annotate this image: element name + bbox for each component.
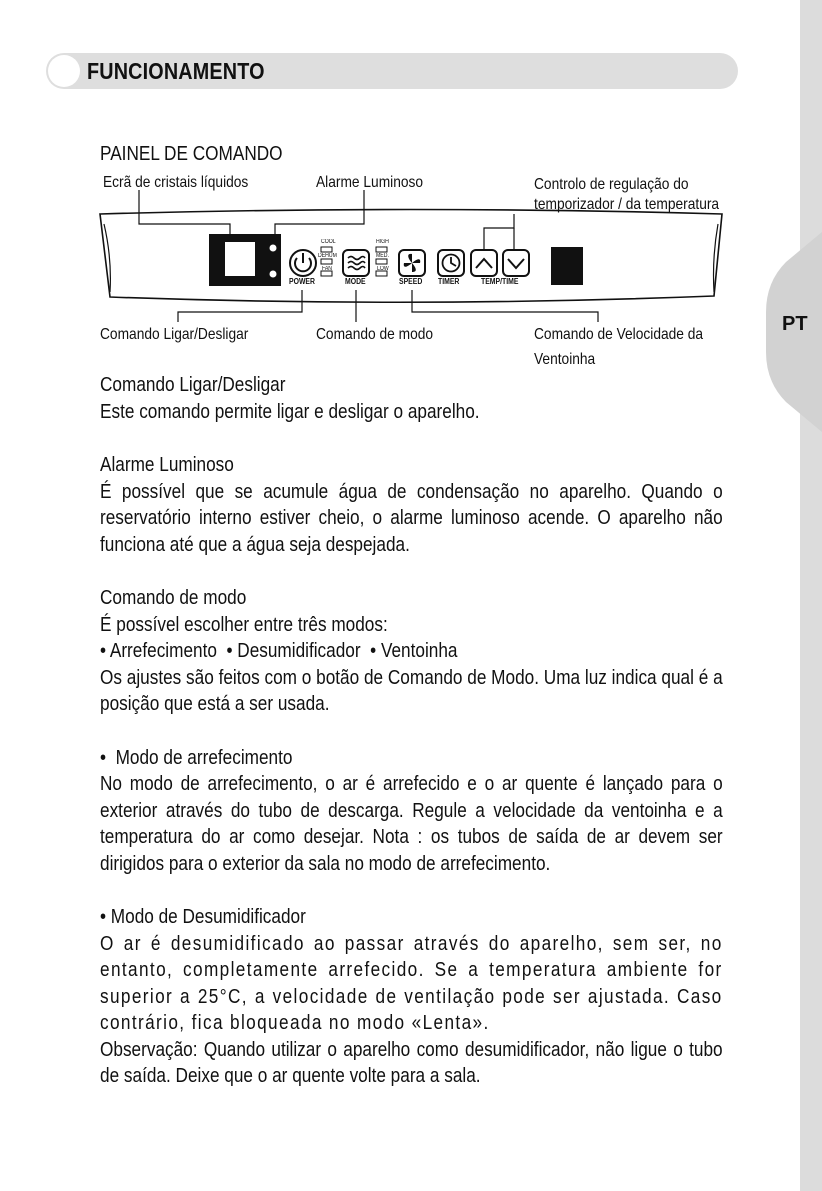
mode-button-label: MODE xyxy=(345,277,366,286)
section-body-power: Este comando permite ligar e desligar o aparelho. xyxy=(100,400,480,423)
receiver-window xyxy=(551,247,583,285)
callout-mode: Comando de modo xyxy=(316,326,434,343)
up-arrow-icon xyxy=(471,250,497,276)
indicator-low: LOW xyxy=(377,266,389,272)
section-heading-alarm: Alarme Luminoso xyxy=(100,454,234,476)
indicator-high: HIGH xyxy=(376,239,389,245)
callout-speed-2: Ventoinha xyxy=(534,351,596,368)
body-text xyxy=(100,372,723,1090)
callout-timer-temp-1: Controlo de regulação do xyxy=(534,176,689,193)
panel-title: PAINEL DE COMANDO xyxy=(100,143,283,165)
section-body-cooling: No modo de arrefecimento, o ar é arrefecido e o ar quente é lançado para o exterior através do tubo de descarga. Regule a velocidade da ventoinha e a temperatura do ar como desejar. Nota : os tubos de saída de ar devem ser dirigidos para o exterior da sala no modo de arrefecimento. xyxy=(100,773,723,875)
indicator-dehum: DEHUM xyxy=(318,253,337,259)
temp-time-button-label: TEMP/TIME xyxy=(481,277,519,286)
section-title: FUNCIONAMENTO xyxy=(87,58,265,84)
section-body-dehum: O ar é desumidificado ao passar através do aparelho, sem ser, no entanto, completamente arrefecido. Se a temperatura ambiente for superior a 25°C, a velocidade de ventilação pode ser ajustada. Caso contrário, fica bloqueada no modo «Lenta». xyxy=(100,932,723,1034)
callout-display: Ecrã de cristais líquidos xyxy=(103,174,249,191)
section-body-alarm: É possível que se acumule água de condensação no aparelho. Quando o reservatório interno estiver cheio, o alarme luminoso acende. O aparelho não funciona até que a água seja despejada. xyxy=(100,480,723,556)
section-heading-cooling: • Modo de arrefecimento xyxy=(100,746,293,769)
speed-button-label: SPEED xyxy=(399,277,423,286)
callout-timer-temp-2: temporizador / da temperatura xyxy=(534,196,720,213)
indicator-fan: FAN xyxy=(322,266,333,272)
timer-button-label: TIMER xyxy=(438,277,460,286)
indicator-cool: COOL xyxy=(321,239,336,245)
callout-alarm: Alarme Luminoso xyxy=(316,174,424,191)
section-mode-line1: É possível escolher entre três modos: xyxy=(100,613,388,636)
section-mode-line2: • Arrefecimento • Desumidificador • Ventoinha xyxy=(100,640,458,662)
mode-icon xyxy=(343,250,369,276)
callout-speed-1: Comando de Velocidade da xyxy=(534,326,704,343)
section-heading-dehum: • Modo de Desumidificador xyxy=(100,906,306,928)
section-heading-power: Comando Ligar/Desligar xyxy=(100,374,286,396)
section-body-mode: Os ajustes são feitos com o botão de Comando de Modo. Uma luz indica qual é a posição que está a ser usada. xyxy=(100,666,723,715)
power-button-label: POWER xyxy=(289,277,316,286)
section-note-dehum: Observação: Quando utilizar o aparelho como desumidificador, não ligue o tubo de saída. Deixe que o ar quente volte para a sala. xyxy=(100,1038,723,1087)
language-tab-label: PT xyxy=(782,313,808,335)
section-heading-mode: Comando de modo xyxy=(100,587,247,609)
indicator-med: MED. xyxy=(376,253,389,259)
callout-power: Comando Ligar/Desligar xyxy=(100,326,249,343)
down-arrow-icon xyxy=(503,250,529,276)
